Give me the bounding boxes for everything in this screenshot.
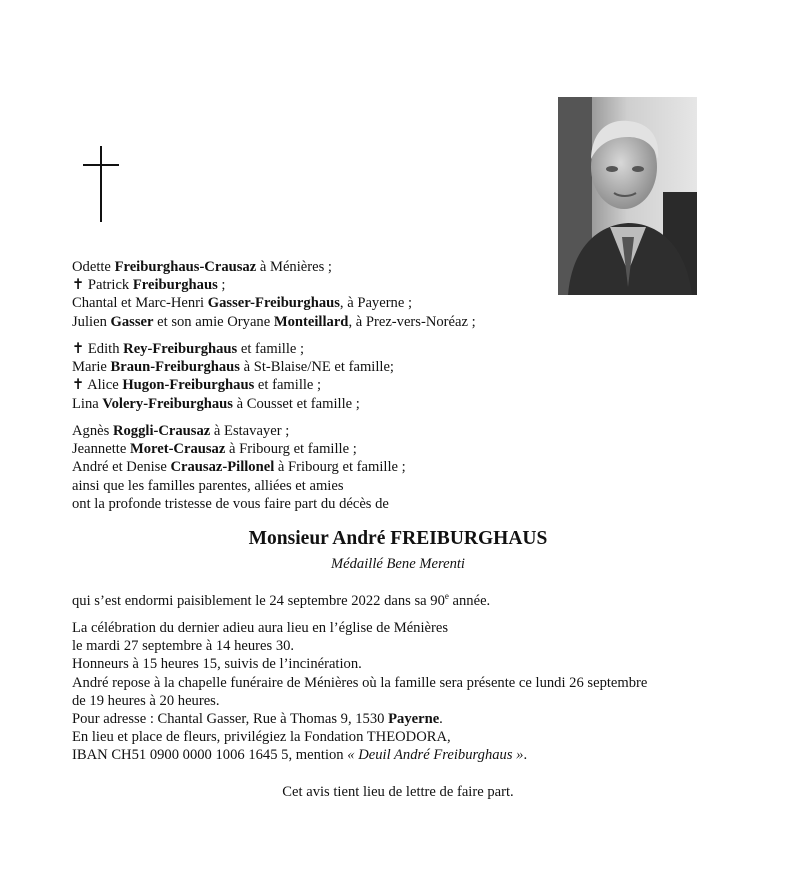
text-segment: Julien [72, 313, 111, 330]
text-segment: et son amie Oryane [153, 313, 274, 330]
text-segment: , à Payerne ; [339, 295, 413, 312]
text-line [72, 710, 732, 728]
text-segment: à Cousset et famille ; [232, 395, 360, 412]
emphasized-text: Crausaz-Pillonel [170, 459, 275, 476]
text-segment: Pour adresse : Chantal Gasser, Rue à Thomas 9, 1530 [72, 711, 389, 728]
text-segment: Chantal et Marc-Henri [72, 295, 208, 312]
emphasized-text: Rey-Freiburghaus [123, 341, 238, 357]
closing-line: Cet avis tient lieu de lettre de faire part. [282, 784, 514, 800]
emphasized-text: Moret-Crausaz [129, 441, 226, 458]
text-line [72, 619, 732, 637]
text-segment: à St-Blaise/NE et famille; [239, 359, 394, 376]
text-line [72, 294, 732, 312]
text-segment: André repose à la chapelle funéraire de Ménières où la famille sera présente ce lundi 26 septembre [72, 674, 648, 691]
text-segment: Odette [72, 259, 115, 275]
emphasized-text: Monteillard [273, 313, 349, 330]
text-line [72, 340, 732, 358]
text-segment: de 19 heures à 20 heures. [72, 692, 220, 709]
text-segment: Jeannette [72, 441, 130, 458]
text-segment: La célébration du dernier adieu aura lieu en l’église de Ménières [72, 620, 449, 636]
text-line [72, 746, 732, 764]
deceased-name: Monsieur André FREIBURGHAUS [248, 528, 548, 549]
text-segment: ✝ Patrick [72, 277, 133, 294]
text-segment: En lieu et place de fleurs, privilégiez la Fondation THEODORA, [72, 729, 451, 746]
honor-line: Médaillé Bene Merenti [331, 556, 465, 572]
text-segment: Lina [72, 395, 103, 412]
text-segment: . [523, 747, 528, 764]
text-segment: et famille ; [237, 341, 305, 357]
text-segment: à Fribourg et famille ; [274, 459, 406, 476]
text-segment: IBAN CH51 0900 0000 1006 1645 5, mention [72, 747, 348, 764]
text-line [72, 258, 732, 276]
emphasized-text: Braun-Freiburghaus [110, 359, 240, 376]
text-line [72, 376, 732, 394]
text-line [72, 358, 732, 376]
emphasized-text: Volery-Freiburghaus [102, 395, 233, 412]
emphasized-text: Hugon-Freiburghaus [122, 377, 255, 394]
text-line [72, 637, 732, 655]
text-segment: Agnès [72, 423, 113, 439]
text-segment: le mardi 27 septembre à 14 heures 30. [72, 638, 295, 655]
cross-icon [83, 146, 119, 222]
text-line [72, 495, 732, 513]
text-segment: ✝ Alice [72, 377, 123, 394]
text-segment: ; [217, 277, 226, 294]
emphasized-text: Roggli-Crausaz [112, 423, 211, 439]
family-group-3 [72, 422, 732, 513]
text-segment: . [439, 711, 443, 728]
text-segment: à Estavayer ; [210, 423, 290, 439]
text-line [72, 692, 732, 710]
text-line [72, 674, 732, 692]
family-group-1 [72, 258, 732, 331]
text-segment: à Ménières ; [256, 259, 332, 275]
passing-line: qui s’est endormi paisiblement le 24 septembre 2022 dans sa 90e année. [72, 591, 491, 609]
text-line [72, 276, 732, 294]
family-group-2 [72, 340, 732, 413]
text-line [72, 477, 732, 495]
text-line [72, 395, 732, 413]
text-segment: , à Prez-vers-Noréaz ; [348, 313, 476, 330]
emphasized-text: Gasser [110, 313, 154, 330]
text-line [72, 728, 732, 746]
text-segment: ont la profonde tristesse de vous faire part du décès de [72, 495, 389, 512]
text-line [72, 655, 732, 673]
emphasized-text: Freiburghaus-Crausaz [114, 259, 257, 275]
emphasized-text: Payerne [388, 711, 440, 728]
text-segment: ✝ Edith [72, 341, 124, 357]
text-line [72, 313, 732, 331]
text-segment: Marie [72, 359, 111, 376]
text-segment: ainsi que les familles parentes, alliées et amies [72, 477, 344, 494]
text-segment: André et Denise [72, 459, 171, 476]
emphasized-text: « Deuil André Freiburghaus » [347, 747, 524, 764]
text-segment: à Fribourg et famille ; [225, 441, 357, 458]
emphasized-text: Gasser-Freiburghaus [207, 295, 340, 312]
text-segment: et famille ; [254, 377, 322, 394]
text-line [72, 458, 732, 476]
emphasized-text: Freiburghaus [132, 277, 218, 294]
text-line [72, 440, 732, 458]
text-line [72, 422, 732, 440]
ceremony-details [72, 619, 732, 765]
text-segment: Honneurs à 15 heures 15, suivis de l’incinération. [72, 656, 362, 673]
